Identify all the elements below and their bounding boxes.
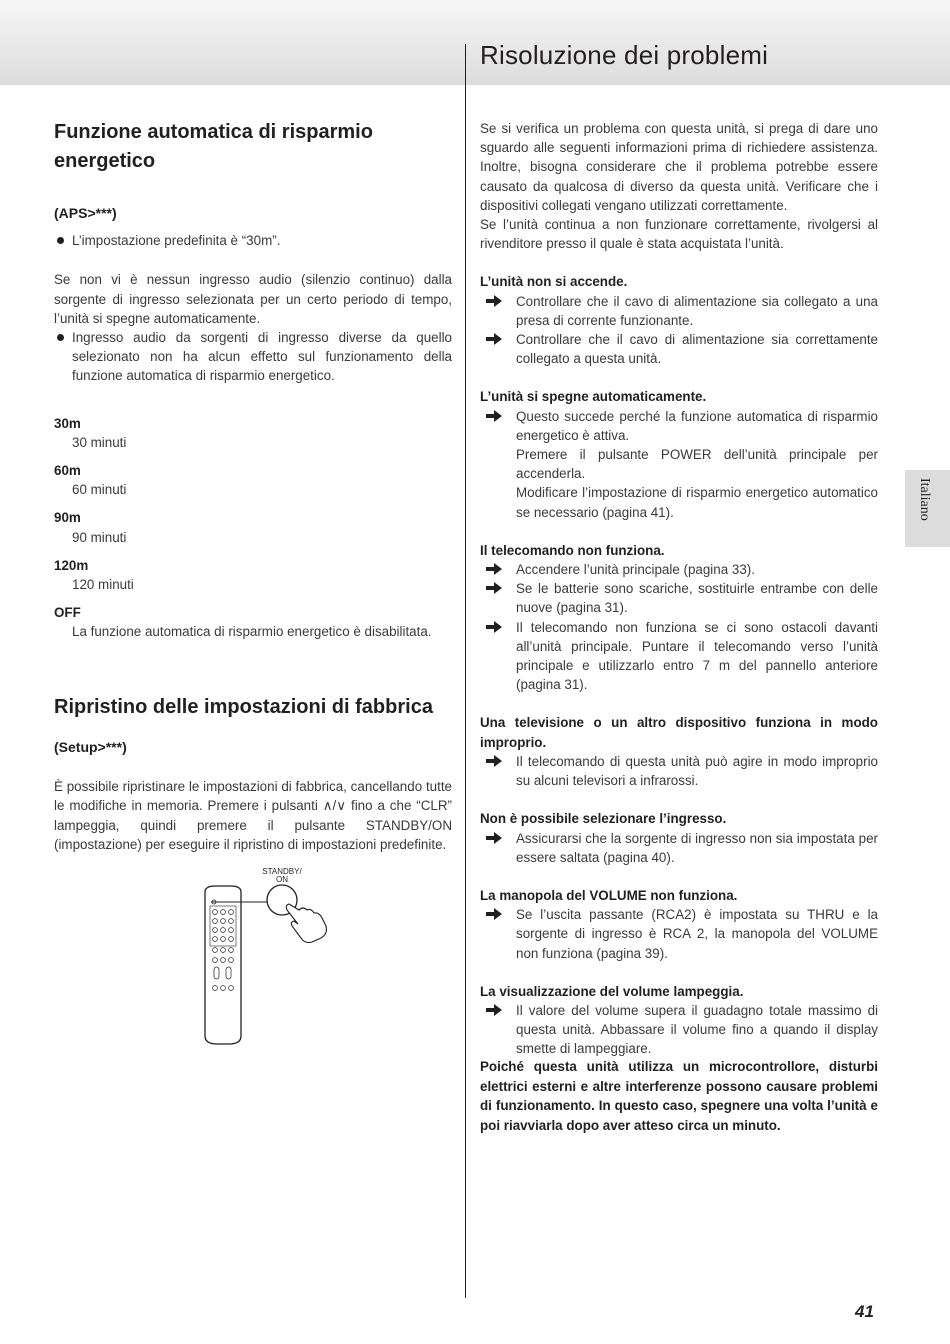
problem-title: Non è possibile selezionare l’ingresso. <box>480 811 727 827</box>
reset-body-after: fino a che “CLR” lampeggia, quindi premere il pulsante STANDBY/ON (impostazione) per eseguire il ripristino di impostazioni predefinite. <box>54 798 452 852</box>
problem-title: L’unità non si accende. <box>480 274 628 290</box>
header-band <box>0 0 950 85</box>
remote-control-illustration <box>195 864 355 1050</box>
solution-text: Controllare che il cavo di alimentazione sia correttamente collegato a questa unità. <box>516 332 878 367</box>
reset-body <box>54 777 452 854</box>
problem-title: L’unità si spegne automaticamente. <box>480 389 707 405</box>
solution-item <box>480 905 878 963</box>
solution-item <box>480 579 878 617</box>
solution-item <box>480 618 878 695</box>
reset-subtitle: (Setup>***) <box>54 739 127 755</box>
arrow-right-icon <box>486 621 502 633</box>
solution-text: Accendere l’unità principale (pagina 33). <box>516 562 755 578</box>
solution-text: Assicurarsi che la sorgente di ingresso non sia impostata per essere saltata (pagina 40). <box>516 830 878 865</box>
option-desc: 60 minuti <box>72 482 127 498</box>
option-desc: 120 minuti <box>72 577 134 593</box>
aps-options <box>54 414 452 642</box>
arrow-right-icon <box>486 295 502 307</box>
reset-section <box>54 693 452 854</box>
option-desc: 30 minuti <box>72 434 127 450</box>
arrow-right-icon <box>486 908 502 920</box>
reset-body-before: È possibile ripristinare le impostazioni di fabbrica, cancellando tutte le modifiche in memoria. Premere i pulsanti <box>54 779 452 814</box>
option-term: OFF <box>54 605 81 621</box>
solution-text: Il telecomando di questa unità può agire in modo improprio su alcuni televisori a infrarossi. <box>516 753 878 789</box>
option-term: 90m <box>54 510 81 526</box>
option-term: 60m <box>54 463 81 479</box>
troubleshooting-section <box>480 119 878 1059</box>
solution-item <box>480 560 878 579</box>
remote-buttons <box>213 910 234 991</box>
problem-item <box>480 809 878 867</box>
page-number: 41 <box>855 1302 874 1321</box>
page-title: Risoluzione dei problemi <box>480 40 769 70</box>
arrow-right-icon <box>486 832 502 844</box>
problem-item <box>480 387 878 521</box>
solution-item <box>480 330 878 368</box>
arrow-right-icon <box>486 333 502 345</box>
problem-title: Il telecomando non funziona. <box>480 542 665 558</box>
aps-title: Funzione automatica di risparmio energetico <box>54 121 373 172</box>
arrow-right-icon <box>486 1004 502 1016</box>
solution-item <box>480 1001 878 1059</box>
solution-item <box>480 752 878 790</box>
problem-item <box>480 713 878 790</box>
solution-text: Questo succede perché la funzione automatica di risparmio energetico è attiva. Premere il pulsante POWER dell’unità principale per accenderla. Modificare l’impostazione di risparmio energetico automatico se necessario (pagina 41). <box>516 408 878 520</box>
solution-text: Se l’uscita passante (RCA2) è impostata su THRU e la sorgente di ingresso è RCA 2, la manopola del VOLUME non funziona (pagina 39). <box>516 907 878 961</box>
standby-label-line2: ON <box>276 875 288 884</box>
arrow-right-icon <box>486 563 502 575</box>
problem-item <box>480 886 878 963</box>
aps-note: Ingresso audio da sorgenti di ingresso diverse da quello selezionato non ha alcun effetto sul funzionamento della funzione automatica di risparmio energetico. <box>54 328 452 386</box>
problem-item <box>480 982 878 1059</box>
problem-title: La manopola del VOLUME non funziona. <box>480 887 738 903</box>
intro-text-2: Se l’unità continua a non funzionare correttamente, rivolgersi al rivenditore presso il quale è stata acquistata l’unità. <box>480 217 878 252</box>
solution-text: Controllare che il cavo di alimentazione sia collegato a una presa di corrente funzionante. <box>516 293 878 328</box>
arrow-right-icon <box>486 410 502 422</box>
option-desc: La funzione automatica di risparmio energetico è disabilitata. <box>72 624 432 640</box>
problem-item <box>480 541 878 695</box>
solution-text: Il telecomando non funziona se ci sono ostacoli davanti all’unità principale. Puntare il telecomando verso l’unità principale e utilizzarlo entro 7 m del pannello anteriore (pagina 31). <box>516 619 878 693</box>
problem-item <box>480 272 878 368</box>
arrow-right-icon <box>486 755 502 767</box>
final-note: Poiché questa unità utilizza un microcontrollore, disturbi elettrici esterni e altre interferenze possono causare problemi di funzionamento. In questo caso, spegnere una volta l’unità e poi riavviarla dopo aver atteso circa un minuto. <box>480 1059 878 1133</box>
option-desc: 90 minuti <box>72 529 127 545</box>
aps-body: Se non vi è nessun ingresso audio (silenzio continuo) dalla sorgente di ingresso selezionata per un certo periodo di tempo, l’unità si spegne automaticamente. <box>54 272 452 326</box>
solution-text: Il valore del volume supera il guadagno totale massimo di questa unità. Abbassare il volume fino a quando il display smette di lampeggiare. <box>516 1002 878 1057</box>
option-term: 30m <box>54 415 81 431</box>
remote-key-frame <box>210 906 236 946</box>
solution-item <box>480 407 878 522</box>
solution-text: Se le batterie sono scariche, sostituirle entrambe con delle nuove (pagina 31). <box>516 581 878 616</box>
arrow-right-icon <box>486 582 502 594</box>
solution-item <box>480 829 878 867</box>
aps-section <box>54 118 452 642</box>
solution-item <box>480 292 878 330</box>
option-term: 120m <box>54 557 89 573</box>
standby-label-line1: STANDBY/ <box>262 867 302 876</box>
problem-title: Una televisione o un altro dispositivo funziona in modo improprio. <box>480 715 878 750</box>
pointing-hand-icon <box>286 904 326 943</box>
aps-default: L’impostazione predefinita è “30m”. <box>54 231 452 250</box>
intro-text: Se si verifica un problema con questa unità, si prega di dare uno sguardo alle seguenti informazioni prima di richiedere assistenza. Inoltre, bisogna considerare che il problema potrebbe essere causato da qualcosa di diverso da questa unità. Verificare che i dispositivi collegati vengano utilizzati correttamente. <box>480 121 878 213</box>
aps-subtitle: (APS>***) <box>54 205 117 221</box>
language-label: Italiano <box>917 478 932 521</box>
up-down-buttons: ∧/∨ <box>322 798 347 814</box>
final-note-block <box>480 1057 878 1135</box>
column-divider <box>465 44 466 1298</box>
problem-title: La visualizzazione del volume lampeggia. <box>480 983 744 999</box>
reset-title: Ripristino delle impostazioni di fabbrica <box>54 696 433 718</box>
